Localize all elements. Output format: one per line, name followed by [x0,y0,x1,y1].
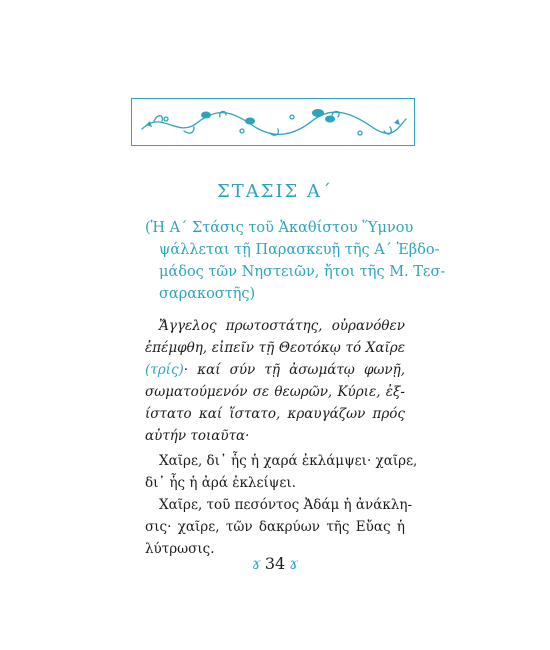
page-number-flourish-icon: ɤ [289,554,299,573]
rubric-cue: (τρίς) [145,362,184,378]
section-heading: ΣΤΑΣΙΣ Α΄ [216,181,333,202]
text-line: δι᾿ ἧς ἡ ἀρά ἐκλείψει. [145,475,296,491]
text-fragment: · καί σύν τῇ ἀσωμάτῳ φωνῇ, [183,362,405,378]
text-line: σις· χαῖρε, τῶν δακρύων τῆς Εὔας ἡ [145,519,405,535]
text-line: Ἄγγελος πρωτοστάτης, οὐρανόθεν [159,318,405,334]
text-line: λύτρωσις. [145,541,215,557]
rubric-line: μάδος τῶν Νηστειῶν, ἤτοι τῆς Μ. Τεσ- [159,264,446,280]
chairetismoi-paragraph [145,450,418,560]
rubric-line: ψάλλεται τῇ Παρασκευῇ τῆς Α΄ Ἑβδο- [159,242,440,258]
rubric-line: (Ἡ Α΄ Στάσις τοῦ Ἀκαθίστου Ὕμνου [145,220,414,236]
text-line: ἐπέμφθη, εἰπεῖν τῇ Θεοτόκῳ τό Χαῖρε [145,340,405,356]
page-number-flourish-icon: ɤ [251,554,261,573]
text-line: αὐτήν τοιαῦτα· [145,428,250,444]
rubric-note [145,217,446,305]
text-line: σωματούμενόν σε θεωρῶν, Κύριε, ἐξ- [145,384,405,400]
rubric-line: σαρακοστῆς) [159,286,256,302]
text-line: ίστατο καί ἵστατο, κραυγάζων πρός [145,406,405,422]
banner-ornament-svg [132,99,416,147]
text-line [145,359,405,381]
text-line: Χαῖρε, δι᾿ ἧς ἡ χαρά ἐκλάμψει· χαῖρε, [159,453,418,469]
page-number [0,554,550,573]
text-line: Χαῖρε, τοῦ πεσόντος Ἀδάμ ἡ ἀνάκλη- [159,497,413,513]
page-number-value: 34 [264,554,286,573]
floral-vine-with-birds-icon [131,98,415,146]
kontakion-paragraph [145,315,405,447]
